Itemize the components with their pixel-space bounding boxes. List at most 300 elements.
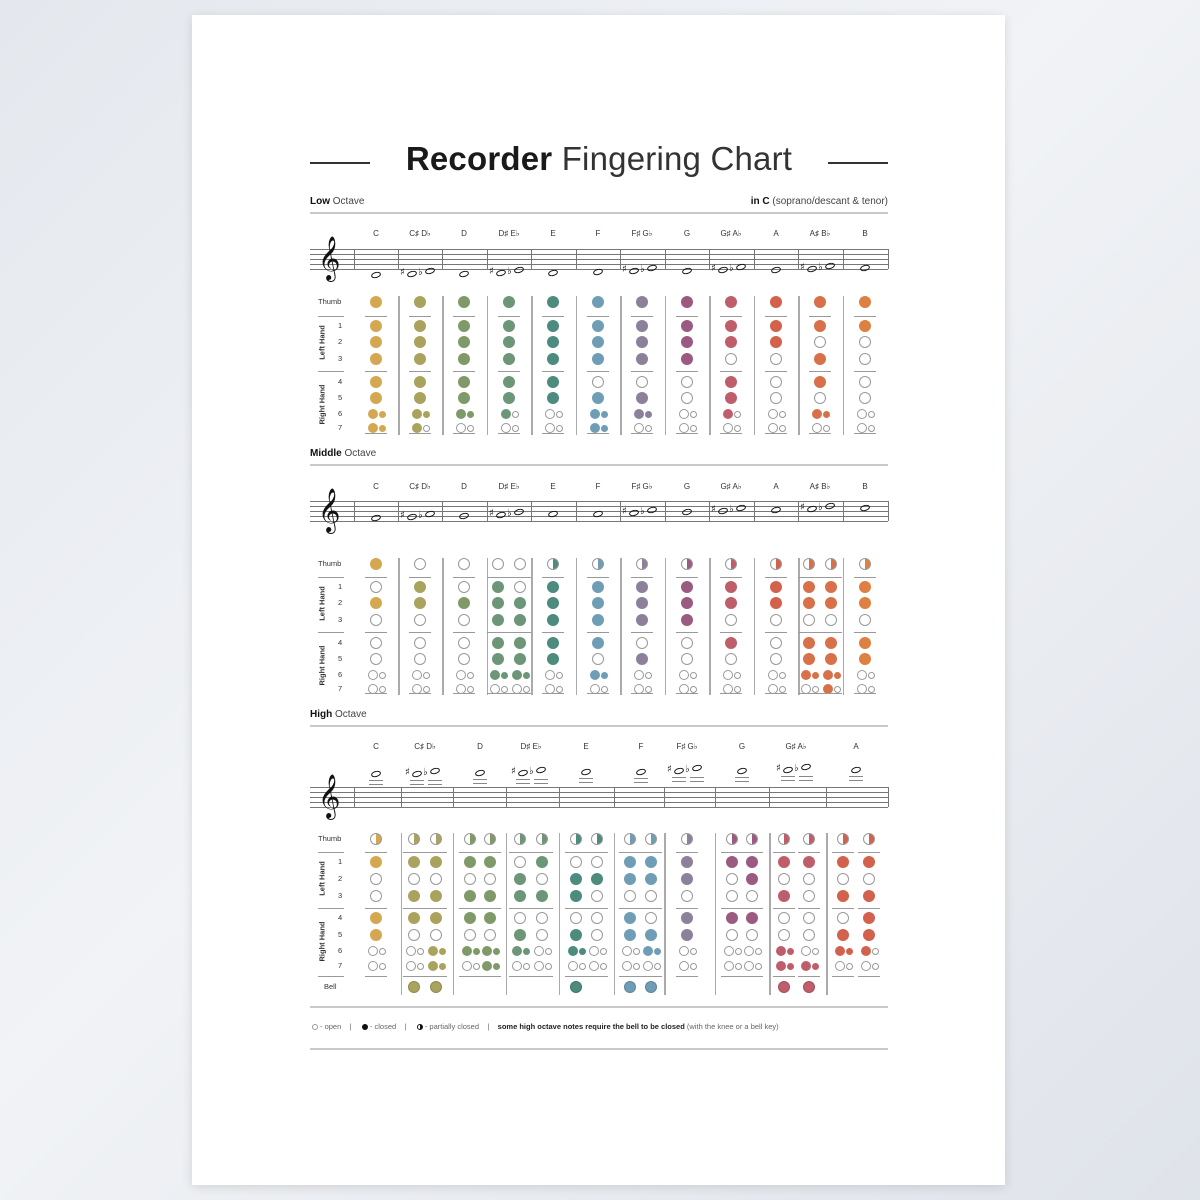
closed-hole-icon [681,912,693,924]
open-hole-icon [679,946,689,956]
open-hole-icon [872,963,879,970]
group-rule [619,976,641,977]
closed-hole-icon [645,411,652,418]
group-rule [741,908,763,909]
closed-hole-icon [592,320,604,332]
note-name-c-sharp: C♯ D♭ [409,482,431,491]
column-divider [620,558,622,695]
group-rule [858,976,880,977]
closed-hole-icon [823,670,833,680]
open-hole-icon [746,929,758,941]
ledger-line [690,777,704,778]
bar-line [487,249,488,269]
closed-hole-icon [726,912,738,924]
open-hole-icon [467,686,474,693]
bell-closed-icon [803,981,815,993]
group-rule [453,371,475,372]
closed-hole-icon [591,873,603,885]
closed-hole-icon [514,873,526,885]
sharp-icon: ♯ [400,510,405,522]
legend-rule-bottom [310,1048,888,1050]
group-rule [676,316,698,317]
open-hole-icon [837,912,849,924]
staff-line [310,787,888,788]
group-rule [720,371,742,372]
bar-line [826,787,827,807]
group-rule [832,976,854,977]
closed-hole-icon [492,597,504,609]
open-hole-icon [735,948,742,955]
bar-line [398,501,399,521]
row-label-hole-1: 1 [338,582,343,591]
group-rule [318,976,344,977]
section-name-light: Octave [330,196,365,207]
open-hole-icon [801,946,811,956]
open-hole-icon [467,672,474,679]
open-hole-icon [779,425,786,432]
group-rule [542,632,564,633]
closed-hole-icon [837,856,849,868]
open-hole-icon [406,961,416,971]
ledger-line [428,780,442,781]
half-hole-icon [859,558,871,570]
group-rule [720,632,742,633]
closed-hole-icon [473,948,480,955]
open-hole-icon [734,411,741,418]
ledger-line [410,780,424,781]
closed-hole-icon [770,336,782,348]
closed-hole-icon [803,581,815,593]
column-divider [798,558,800,695]
group-rule [631,316,653,317]
note-name-d: D [461,229,467,238]
open-hole-icon [589,961,599,971]
open-hole-icon [681,653,693,665]
closed-hole-icon [814,320,826,332]
column-divider [665,296,667,435]
closed-hole-icon [430,912,442,924]
open-hole-icon [770,353,782,365]
bar-line [709,501,710,521]
closed-hole-icon [787,963,794,970]
ledger-line [781,780,795,781]
row-label-hole-7: 7 [338,961,343,970]
legend-open: - open [320,1022,342,1031]
group-rule [409,371,431,372]
closed-hole-icon [636,597,648,609]
half-hole-icon [484,833,496,845]
group-rule [409,632,431,633]
open-hole-icon [591,856,603,868]
open-hole-icon [868,672,875,679]
section-rule [310,212,888,214]
ledger-line [799,780,813,781]
note-name-f: F [595,229,601,238]
open-hole-icon [643,961,653,971]
open-hole-icon [755,963,762,970]
group-rule [798,632,820,633]
group-rule [820,693,842,694]
open-hole-icon [592,376,604,388]
open-hole-icon [579,963,586,970]
open-hole-icon [570,912,582,924]
note-name-d-sharp: D♯ E♭ [498,229,520,238]
group-rule [676,852,698,853]
closed-hole-icon [430,890,442,902]
closed-hole-icon [456,409,466,419]
bar-line [614,787,615,807]
open-hole-icon [484,873,496,885]
closed-hole-icon [458,320,470,332]
group-rule [765,316,787,317]
closed-hole-icon [439,963,446,970]
ledger-line [799,776,813,777]
open-hole-icon [679,409,689,419]
open-hole-icon [414,558,426,570]
half-hole-icon [514,833,526,845]
closed-hole-icon [859,296,871,308]
section-name-bold: High [310,709,333,720]
closed-hole-icon [570,890,582,902]
group-rule [587,316,609,317]
open-hole-icon [803,912,815,924]
closed-hole-icon [601,411,608,418]
closed-hole-icon [725,296,737,308]
closed-hole-icon [462,946,472,956]
bar-line [665,249,666,269]
group-rule [498,316,520,317]
open-hole-icon [645,686,652,693]
group-rule [832,908,854,909]
closed-hole-icon [859,320,871,332]
flat-icon: ♭ [640,505,645,517]
closed-hole-icon [536,890,548,902]
group-rule [365,632,387,633]
open-hole-icon [814,336,826,348]
open-hole-icon [868,425,875,432]
open-hole-icon [501,423,511,433]
bar-line [531,249,532,269]
open-hole-icon [592,653,604,665]
open-hole-icon [458,653,470,665]
flat-icon: ♭ [794,763,799,774]
open-hole-icon [536,912,548,924]
group-rule [509,632,531,633]
closed-hole-icon [547,353,559,365]
closed-hole-icon [770,597,782,609]
bar-line [888,787,889,807]
bar-line [559,787,560,807]
closed-hole-icon [412,409,422,419]
group-rule [798,852,820,853]
open-hole-icon [484,929,496,941]
closed-hole-icon [547,392,559,404]
bar-line [769,787,770,807]
ledger-line [534,779,548,780]
open-hole-icon [778,873,790,885]
open-hole-icon [803,890,815,902]
group-rule [676,433,698,434]
closed-hole-icon [601,425,608,432]
open-hole-icon [681,376,693,388]
closed-hole-icon [636,614,648,626]
open-hole-icon [423,686,430,693]
bar-line [709,249,710,269]
row-label-thumb: Thumb [318,559,342,568]
closed-hole-icon [624,873,636,885]
open-hole-icon [501,686,508,693]
open-hole-icon [514,581,526,593]
bar-line [620,249,621,269]
closed-hole-icon [503,376,515,388]
open-hole-icon [622,946,632,956]
column-divider [506,833,508,995]
group-rule [587,693,609,694]
open-hole-icon [591,929,603,941]
open-hole-icon [523,686,530,693]
closed-hole-icon [493,963,500,970]
closed-hole-icon [681,581,693,593]
flat-icon: ♭ [529,765,534,777]
open-hole-icon [735,963,742,970]
group-rule [565,908,587,909]
group-rule [509,577,531,578]
legend [310,1022,888,1031]
closed-hole-icon [412,423,422,433]
group-rule [409,433,431,434]
open-hole-icon [872,948,879,955]
group-rule [403,852,425,853]
closed-hole-icon [370,353,382,365]
closed-hole-icon [370,929,382,941]
open-hole-icon [568,961,578,971]
open-hole-icon [645,912,657,924]
closed-hole-icon [467,411,474,418]
group-rule [509,976,531,977]
column-divider [487,558,489,695]
closed-hole-icon [492,637,504,649]
bell-closed-icon [645,981,657,993]
row-label-hole-2: 2 [338,598,343,607]
closed-hole-icon [464,856,476,868]
sharp-icon: ♯ [622,505,627,517]
closed-hole-icon [379,425,386,432]
group-rule [498,433,520,434]
open-hole-icon [768,423,778,433]
note-name-d-sharp: D♯ E♭ [498,482,520,491]
separator: | [349,1022,352,1031]
closed-hole-icon [512,946,522,956]
closed-hole-icon [812,409,822,419]
half-hole-icon [746,833,758,845]
title-bold: Recorder [405,140,553,177]
open-hole-icon [370,653,382,665]
group-rule [820,632,842,633]
open-hole-icon [690,963,697,970]
column-divider [665,558,667,695]
open-hole-icon [803,873,815,885]
closed-hole-icon [458,336,470,348]
group-rule [676,976,698,977]
half-hole-icon [863,833,875,845]
open-hole-icon [601,686,608,693]
closed-hole-icon [778,890,790,902]
open-hole-icon [570,856,582,868]
open-hole-icon [814,392,826,404]
note-name-a-sharp: A♯ B♭ [809,482,831,491]
group-rule [479,852,501,853]
column-divider [709,558,711,695]
group-rule [453,577,475,578]
bar-line [354,249,355,269]
closed-hole-icon [492,614,504,626]
column-divider [715,833,717,995]
half-hole-icon [681,558,693,570]
row-label-thumb: Thumb [318,297,342,306]
bar-line [620,501,621,521]
note-name-d: D [461,482,467,491]
group-rule [773,852,795,853]
note-name-c-sharp: C♯ D♭ [409,229,431,238]
group-rule [809,371,831,372]
closed-hole-icon [861,946,871,956]
sharp-icon: ♯ [800,502,805,513]
group-rule [487,693,509,694]
open-hole-icon [859,392,871,404]
group-rule [542,577,564,578]
ledger-line [690,781,704,782]
staff-line [310,792,888,793]
closed-hole-icon [812,963,819,970]
open-hole-icon [770,376,782,388]
closed-hole-icon [636,353,648,365]
closed-hole-icon [428,961,438,971]
closed-hole-icon [725,637,737,649]
open-hole-icon [556,425,563,432]
group-rule [798,908,820,909]
open-hole-icon [514,558,526,570]
note-name-c-sharp: C♯ D♭ [414,742,436,751]
group-rule [459,976,481,977]
closed-hole-icon [414,597,426,609]
open-hole-icon [857,409,867,419]
legend-closed: - closed [369,1022,397,1031]
group-rule [587,433,609,434]
closed-hole-icon [778,856,790,868]
row-label-hole-4: 4 [338,377,343,386]
closed-hole-icon [624,856,636,868]
closed-hole-icon [590,670,600,680]
closed-hole-icon [801,961,811,971]
closed-hole-icon [636,581,648,593]
open-hole-icon [857,423,867,433]
group-rule [586,852,608,853]
legend-partial: - partially closed [424,1022,480,1031]
column-divider [709,296,711,435]
row-label-thumb: Thumb [318,834,342,843]
open-hole-icon [534,961,544,971]
note-name-e: E [550,482,556,491]
open-hole-icon [861,961,871,971]
group-rule [676,632,698,633]
open-hole-icon [679,670,689,680]
half-hole-icon [536,833,548,845]
group-rule [542,316,564,317]
closed-hole-icon [501,672,508,679]
ledger-line [516,783,530,784]
open-hole-icon [723,423,733,433]
note-name-e: E [550,229,556,238]
bar-line [754,249,755,269]
half-hole-icon [547,558,559,570]
closed-hole-icon [643,946,653,956]
row-label-hole-6: 6 [338,670,343,679]
legend-bell-note: some high octave notes require the bell to be closed [497,1022,685,1031]
open-hole-icon [458,614,470,626]
bar-line [888,501,889,521]
closed-hole-icon [825,581,837,593]
half-hole-icon [645,833,657,845]
group-rule [631,433,653,434]
open-hole-icon [591,890,603,902]
half-hole-icon [636,558,648,570]
ledger-line [428,784,442,785]
row-label-bell: Bell [324,982,337,991]
note-name-a-sharp: A♯ B♭ [809,229,831,238]
closed-hole-icon [814,376,826,388]
flat-icon: ♭ [418,267,423,279]
closed-hole-icon [846,948,853,955]
row-label-hole-5: 5 [338,654,343,663]
closed-hole-icon [514,653,526,665]
open-hole-icon [512,411,519,418]
flat-icon: ♭ [729,503,734,515]
closed-hole-icon [484,912,496,924]
note-name-c: C [373,229,379,238]
closed-hole-icon [547,597,559,609]
closed-hole-icon [814,296,826,308]
row-label-hole-4: 4 [338,638,343,647]
group-rule [509,852,531,853]
closed-hole-icon [503,336,515,348]
open-hole-icon [681,392,693,404]
closed-hole-icon [863,912,875,924]
group-rule [619,908,641,909]
closed-hole-icon [776,961,786,971]
column-divider [576,558,578,695]
group-rule [509,693,531,694]
closed-hole-icon [863,929,875,941]
group-rule [721,908,743,909]
flat-icon: ♭ [418,510,423,522]
open-hole-icon [778,929,790,941]
left-hand-label: Left Hand [317,861,327,896]
group-rule [773,976,795,977]
bar-line [442,249,443,269]
closed-hole-icon [725,320,737,332]
open-hole-icon [456,670,466,680]
group-rule [498,371,520,372]
ledger-line [410,784,424,785]
open-hole-icon [645,890,657,902]
closed-hole-icon [726,856,738,868]
open-hole-icon [430,929,442,941]
open-hole-icon [857,670,867,680]
column-divider [769,833,771,995]
flat-icon: ♭ [640,264,645,276]
bell-closed-icon [570,981,582,993]
closed-hole-icon [570,873,582,885]
